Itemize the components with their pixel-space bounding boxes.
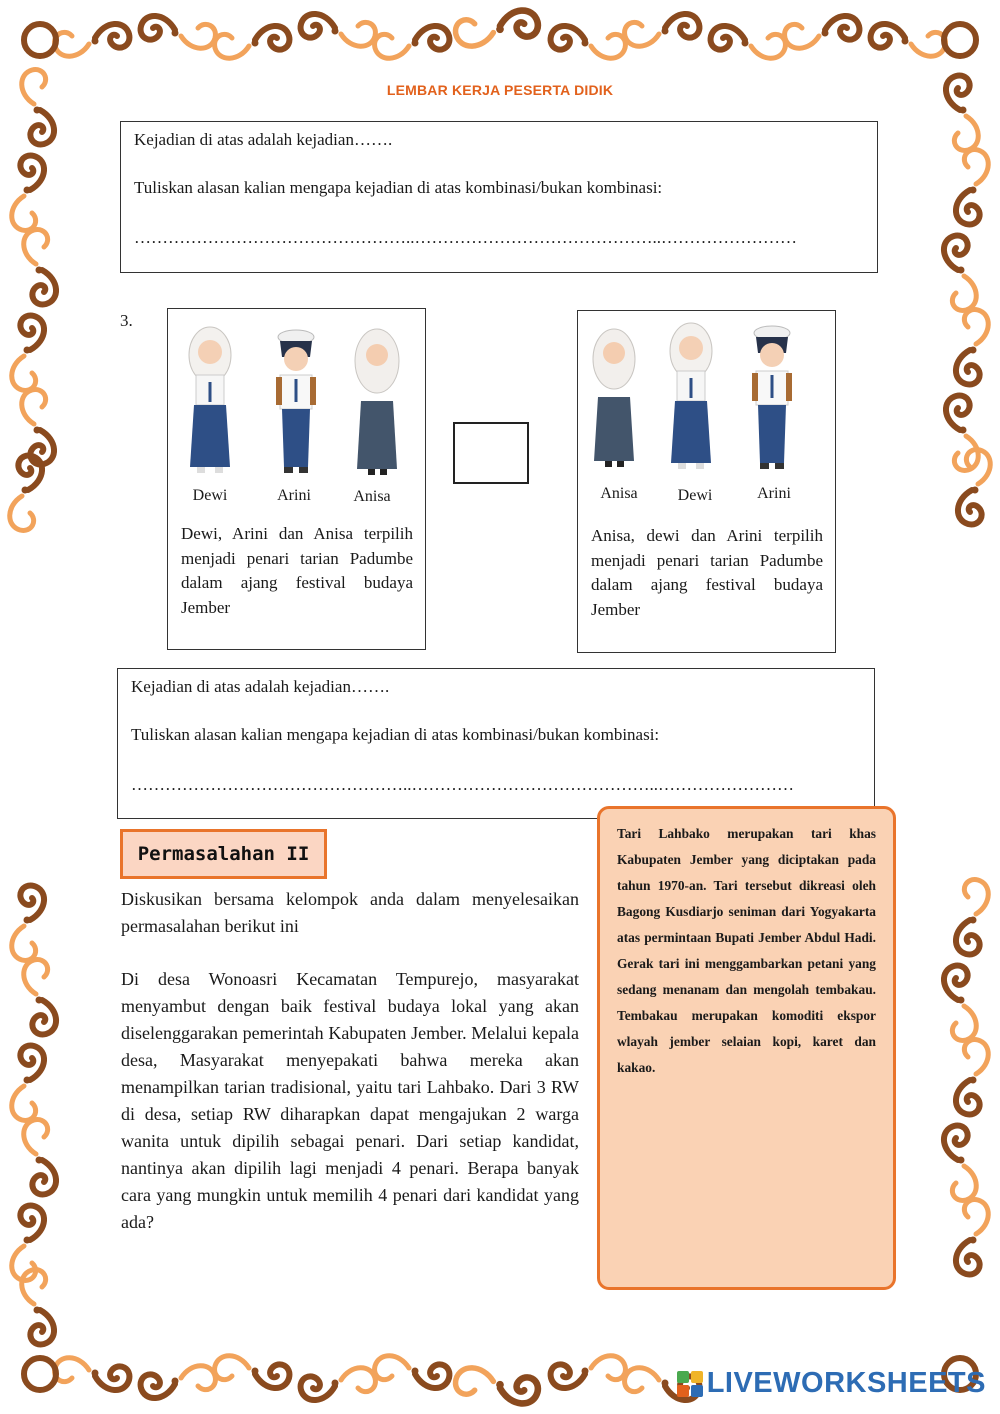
problem-intro: Diskusikan bersama kelompok anda dalam menyelesaikan permasalahan berikut ini: [121, 889, 579, 936]
students-illustration-right: [578, 311, 837, 486]
question-box-1-line1: Kejadian di atas adalah kejadian…….: [134, 130, 393, 149]
info-box-text: Tari Lahbako merupakan tari khas Kabupaten Jember yang diciptakan pada tahun 1970-an. Tari tersebut dikreasi oleh Bagong Kusdiarjo seniman dari Yogyakarta atas permintaan Bupati Jember Abdul Hadi. Gerak tari ini menggambarkan petani yang sedang menanam dan mengolah tembakau. Tembakau merupakan komoditi ekspor wlayah jember selaian kopi, karet dan kakao.: [617, 826, 876, 1075]
relation-answer-box[interactable]: [453, 422, 529, 484]
liveworksheets-text: LIVEWORKSHEETS: [706, 1367, 986, 1399]
question-box-2-answer-line[interactable]: …………………………………………..……………………………………..……………………: [131, 775, 794, 794]
question-box-1-line2: Tuliskan alasan kalian mengapa kejadian di atas kombinasi/bukan kombinasi:: [134, 178, 663, 197]
scene-left-description: Dewi, Arini dan Anisa terpilih menjadi penari tarian Padumbe dalam ajang festival budaya Jember: [181, 524, 413, 617]
scene-right-name-2: Dewi: [677, 487, 713, 504]
scene-left-name-3: Anisa: [353, 488, 391, 505]
students-illustration-left: [168, 309, 427, 484]
scene-right-name-3: Arini: [757, 485, 791, 502]
liveworksheets-watermark: [677, 1367, 986, 1400]
question-box-2: [117, 668, 875, 819]
question-box-1-answer-line[interactable]: …………………………………………..……………………………………..……………………: [134, 228, 797, 247]
scene-right-name-1: Anisa: [600, 485, 638, 502]
liveworksheets-logo-icon: [677, 1371, 703, 1397]
question-box-1: [120, 121, 878, 273]
scene-right: [577, 310, 836, 653]
scene-left-name-1: Dewi: [192, 487, 228, 504]
scene-left-name-2: Arini: [277, 487, 311, 504]
question-box-2-line2: Tuliskan alasan kalian mengapa kejadian di atas kombinasi/bukan kombinasi:: [131, 725, 660, 744]
page-title: LEMBAR KERJA PESERTA DIDIK: [386, 82, 614, 98]
question-box-2-line1: Kejadian di atas adalah kejadian…….: [131, 677, 390, 696]
section-heading-permasalahan-2: Permasalahan II: [120, 829, 327, 879]
problem-body: Di desa Wonoasri Kecamatan Tempurejo, masyarakat menyambut dengan baik festival budaya lokal yang akan diselenggarakan pemerintah Kabupaten Jember. Melalui kepala desa, Masyarakat menyepakati bahwa mereka akan menampilkan tarian tradisional, yaitu tari Lahbako. Dari 3 RW di desa, setiap RW diharapkan dapat mengajukan 2 warga wanita untuk dipilih sebagai penari. Dari setiap kandidat, nantinya akan dipilih lagi menjadi 4 penari. Berapa banyak cara yang mungkin untuk memilih 4 penari dari kandidat yang ada?: [121, 969, 579, 1232]
scene-right-description: Anisa, dewi dan Arini terpilih menjadi penari tarian Padumbe dalam ajang festival budaya Jember: [591, 526, 823, 619]
question-number-3: 3.: [120, 311, 133, 330]
scene-left: [167, 308, 426, 650]
info-box-lahbako: [597, 806, 896, 1290]
